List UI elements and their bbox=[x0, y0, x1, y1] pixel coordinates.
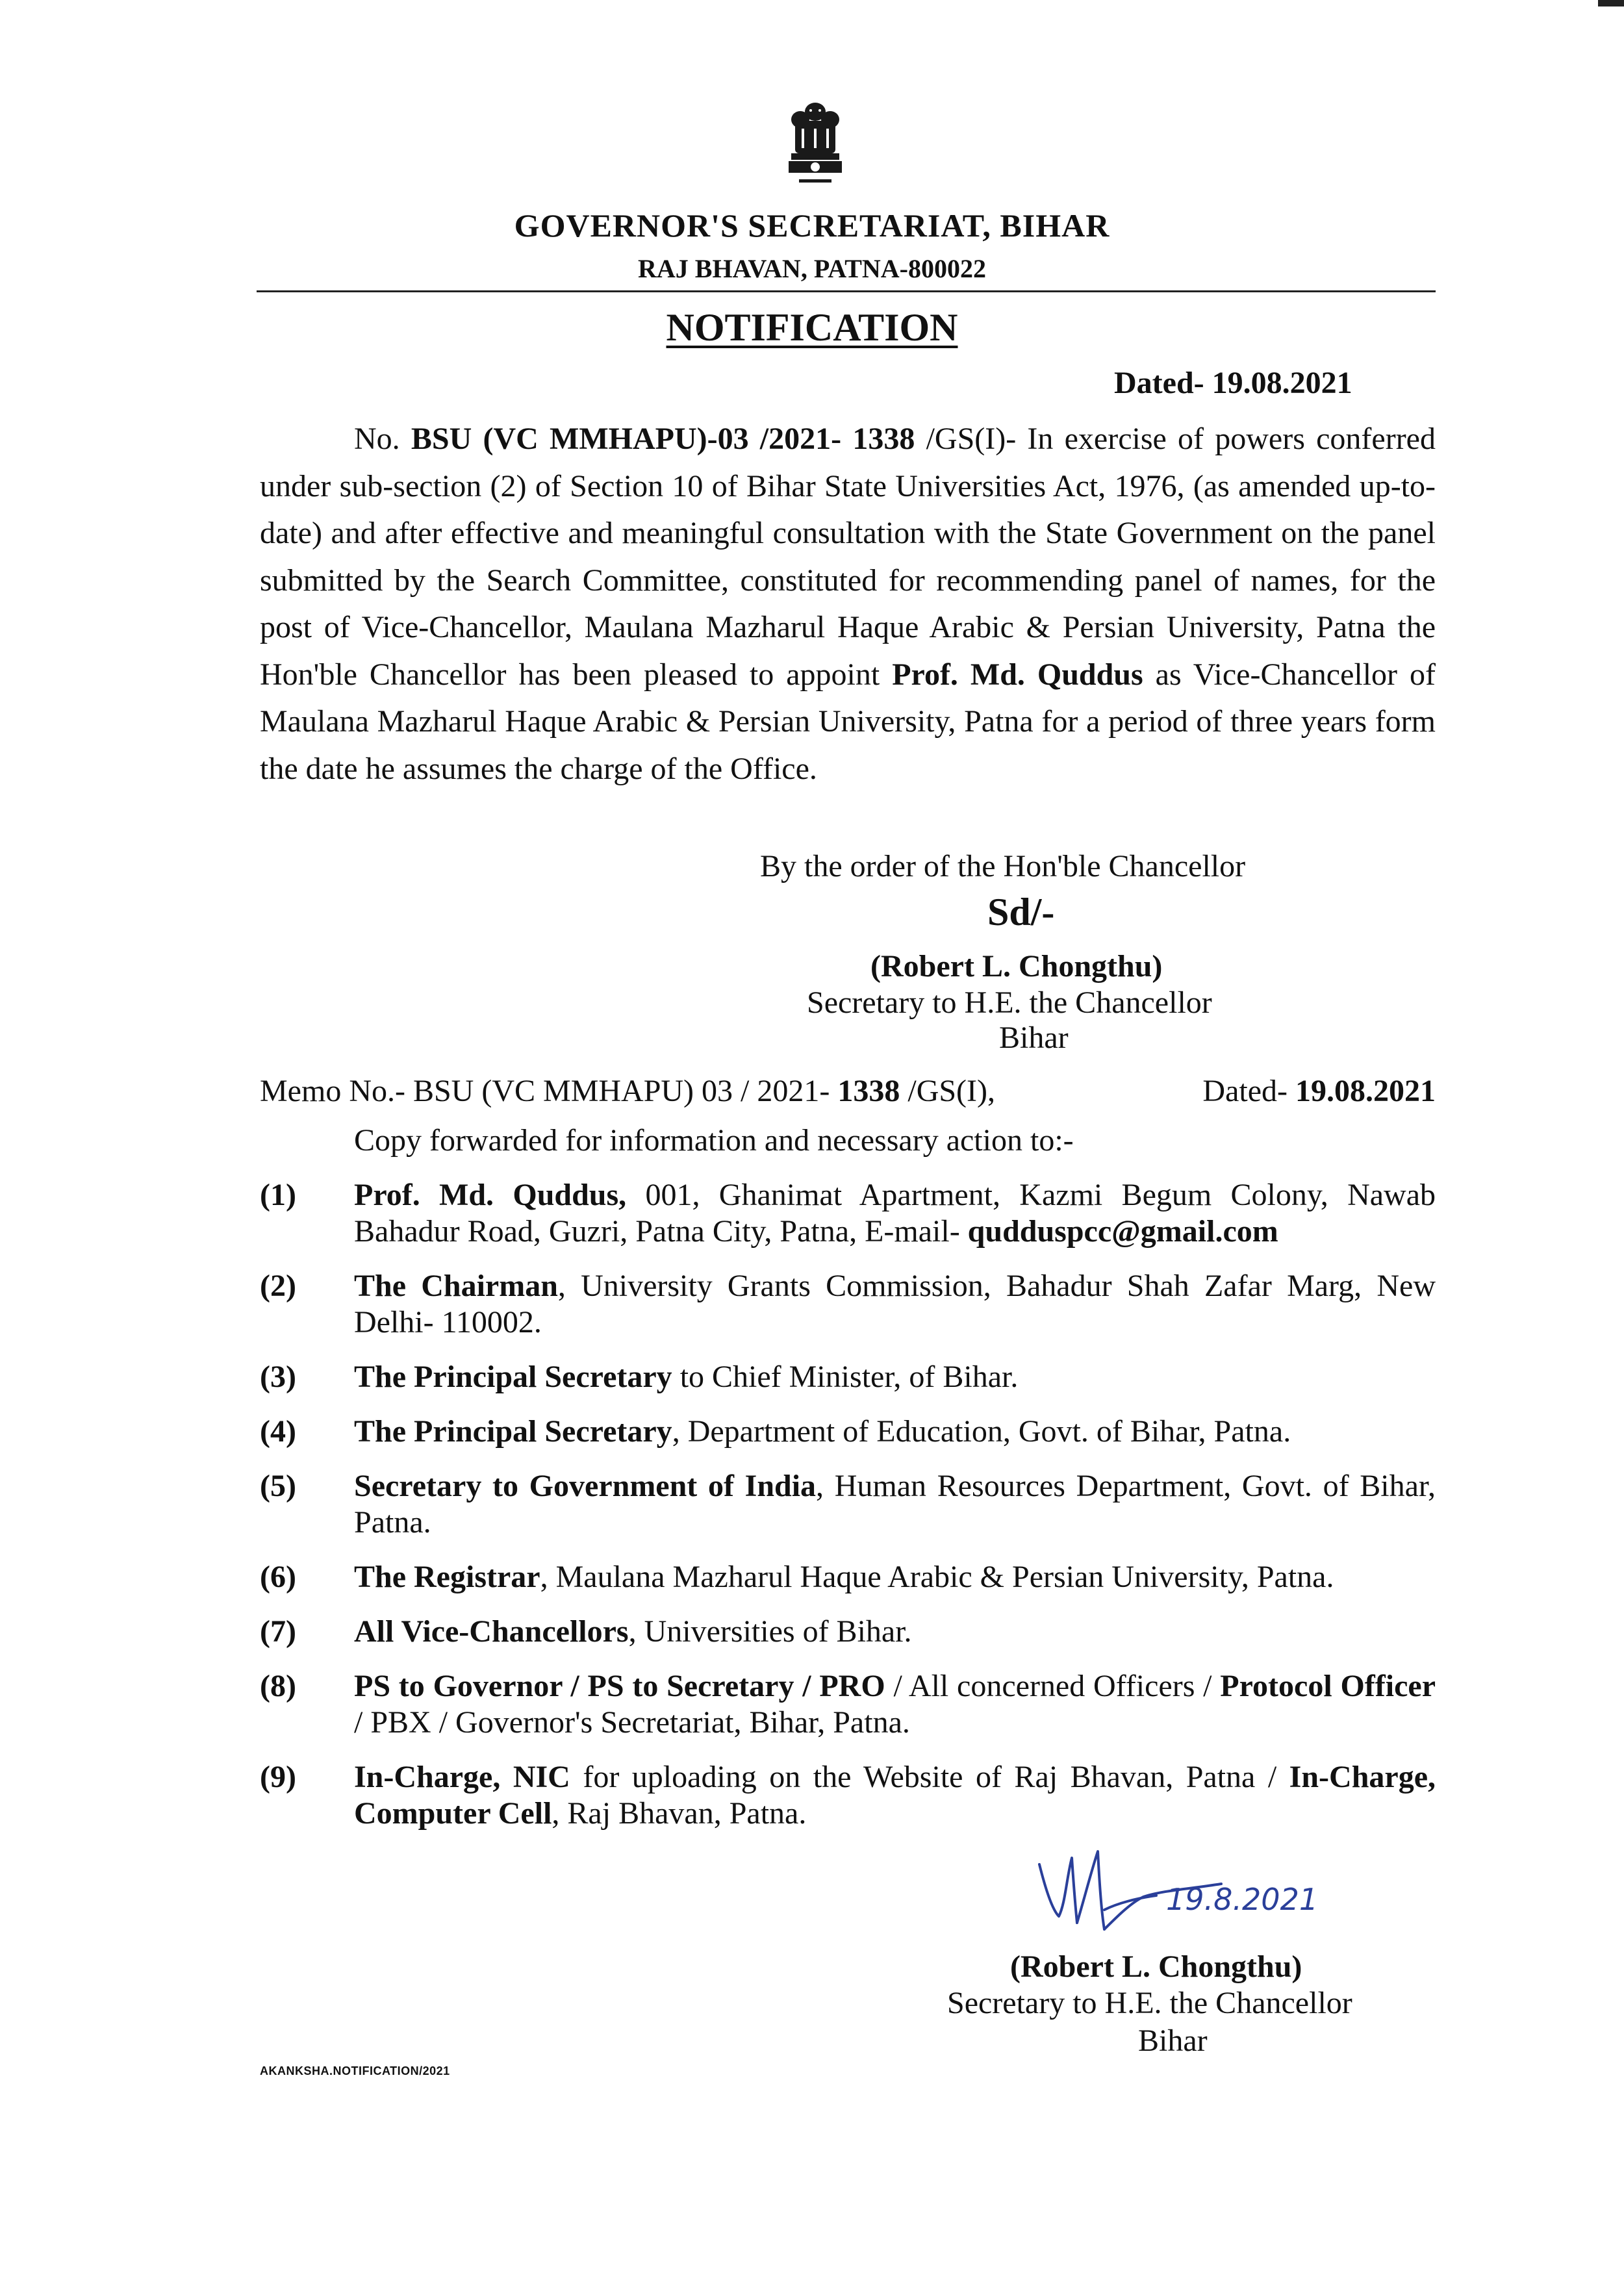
item-number: (8) bbox=[260, 1669, 296, 1703]
item-bold: PS to Governor / PS to Secretary / PRO bbox=[354, 1669, 885, 1703]
final-signatory-name: (Robert L. Chongthu) bbox=[1010, 1949, 1302, 1984]
item-plain-2: / PBX / Governor's Secretariat, Bihar, Patna. bbox=[354, 1705, 910, 1740]
handwritten-signature bbox=[1026, 1838, 1325, 1942]
item-plain: to Chief Minister, of Bihar. bbox=[672, 1360, 1019, 1394]
item-number: (2) bbox=[260, 1269, 296, 1303]
item-email: qudduspcc@gmail.com bbox=[967, 1214, 1278, 1249]
footer-reference-code: AKANKSHA.NOTIFICATION/2021 bbox=[260, 2064, 450, 2077]
memo-date-value: 19.08.2021 bbox=[1295, 1074, 1436, 1108]
item-bold: Secretary to Government of India bbox=[354, 1469, 817, 1503]
item-plain: , Department of Education, Govt. of Bihar, Patna. bbox=[672, 1414, 1291, 1449]
list-item bbox=[260, 1559, 1436, 1595]
list-item bbox=[260, 1268, 1436, 1341]
signatory-name: (Robert L. Chongthu) bbox=[870, 949, 1163, 983]
item-plain: , Universities of Bihar. bbox=[628, 1614, 912, 1649]
item-text bbox=[354, 1614, 1436, 1650]
list-item bbox=[260, 1414, 1436, 1450]
document-title: NOTIFICATION bbox=[666, 306, 958, 349]
item-bold: Prof. Md. Quddus, bbox=[354, 1178, 627, 1212]
notification-body bbox=[260, 416, 1436, 793]
item-number: (6) bbox=[260, 1560, 296, 1594]
scan-edge-mark bbox=[1598, 0, 1624, 6]
item-text bbox=[354, 1668, 1436, 1741]
item-number: (9) bbox=[260, 1760, 296, 1794]
header-divider bbox=[257, 290, 1436, 292]
reference-number: BSU (VC MMHAPU)-03 /2021- 1338 bbox=[411, 422, 915, 456]
state-emblem-icon bbox=[773, 97, 857, 201]
item-text bbox=[354, 1759, 1436, 1832]
item-text bbox=[354, 1268, 1436, 1341]
item-plain: 001, Ghanimat Apartment, Kazmi Begum Colony, Nawab Bahadur Road, Guzri, Patna City, Patna, E-mail- bbox=[354, 1178, 1436, 1249]
item-text bbox=[354, 1468, 1436, 1541]
order-line: By the order of the Hon'ble Chancellor bbox=[760, 849, 1246, 883]
item-plain: , Human Resources Department, Govt. of Bihar, Patna. bbox=[354, 1469, 1436, 1540]
item-text bbox=[354, 1177, 1436, 1250]
org-title: GOVERNOR'S SECRETARIAT, BIHAR bbox=[514, 207, 1110, 244]
notification-date: Dated- 19.08.2021 bbox=[1114, 366, 1352, 400]
appointee-name: Prof. Md. Quddus bbox=[892, 657, 1143, 692]
item-bold: All Vice-Chancellors bbox=[354, 1614, 629, 1649]
item-number: (1) bbox=[260, 1178, 296, 1212]
item-bold-2: Protocol Officer bbox=[1220, 1669, 1436, 1703]
item-text bbox=[354, 1414, 1436, 1450]
body-text-2: /GS(I)- In exercise of powers conferred under sub-section (2) of Section 10 of Bihar State Universities Act, 1976, (as amended up-to-date) and after effective and meaningful consultation with the State Government on the panel submitted by the Search Committee, constituted for recommending panel of names, for the post of Vice-Chancellor, Maulana Mazharul Haque Arabic & Persian University, Patna the Hon'ble Chancellor has been pleased to appoint bbox=[260, 422, 1436, 692]
memo-ref-number: 1338 bbox=[837, 1074, 900, 1108]
memo-number bbox=[260, 1073, 995, 1109]
memo-date-label: Dated- bbox=[1202, 1074, 1295, 1108]
item-bold: The Principal Secretary bbox=[354, 1360, 672, 1394]
list-item bbox=[260, 1759, 1436, 1832]
memo-line bbox=[260, 1073, 1436, 1109]
item-text bbox=[354, 1359, 1436, 1395]
signatory-place: Bihar bbox=[999, 1021, 1069, 1055]
item-plain: , Maulana Mazharul Haque Arabic & Persian University, Patna. bbox=[540, 1560, 1334, 1594]
final-signatory-place: Bihar bbox=[1138, 2024, 1208, 2058]
item-bold: In-Charge, NIC bbox=[354, 1760, 570, 1794]
list-item bbox=[260, 1668, 1436, 1741]
item-number: (5) bbox=[260, 1469, 296, 1503]
list-item bbox=[260, 1359, 1436, 1395]
list-item bbox=[260, 1177, 1436, 1250]
item-plain: for uploading on the Website of Raj Bhavan, Patna / bbox=[570, 1760, 1289, 1794]
memo-date bbox=[1202, 1073, 1436, 1109]
body-text-1: No. bbox=[354, 422, 411, 456]
recipient-list bbox=[260, 1177, 1436, 1850]
item-plain: / All concerned Officers / bbox=[885, 1669, 1221, 1703]
item-bold: The Chairman bbox=[354, 1269, 558, 1303]
item-bold-2: In-Charge, Computer Cell bbox=[354, 1760, 1436, 1831]
body-text-3: as Vice-Chancellor of Maulana Mazharul Haque Arabic & Persian University, Patna for a period of three years form the date he assumes the charge of the Office. bbox=[260, 657, 1436, 786]
memo-suffix: /GS(I), bbox=[900, 1074, 996, 1108]
signatory-designation: Secretary to H.E. the Chancellor bbox=[807, 985, 1212, 1020]
item-plain: , University Grants Commission, Bahadur Shah Zafar Marg, New Delhi- 110002. bbox=[354, 1269, 1436, 1339]
item-number: (4) bbox=[260, 1414, 296, 1449]
item-number: (7) bbox=[260, 1614, 296, 1649]
item-number: (3) bbox=[260, 1360, 296, 1394]
item-text bbox=[354, 1559, 1436, 1595]
memo-prefix: Memo No.- BSU (VC MMHAPU) 03 / 2021- bbox=[260, 1074, 838, 1108]
list-item bbox=[260, 1468, 1436, 1541]
signed-mark: Sd/- bbox=[987, 891, 1055, 933]
org-address: RAJ BHAVAN, PATNA-800022 bbox=[638, 254, 986, 283]
item-plain-2: , Raj Bhavan, Patna. bbox=[552, 1796, 807, 1831]
item-bold: The Principal Secretary bbox=[354, 1414, 672, 1449]
copy-forwarded-line: Copy forwarded for information and necessary action to:- bbox=[354, 1123, 1074, 1158]
signature-date: 19.8.2021 bbox=[1166, 1882, 1319, 1917]
final-signatory-designation: Secretary to H.E. the Chancellor bbox=[947, 1986, 1352, 2020]
list-item bbox=[260, 1614, 1436, 1650]
item-bold: The Registrar bbox=[354, 1560, 540, 1594]
